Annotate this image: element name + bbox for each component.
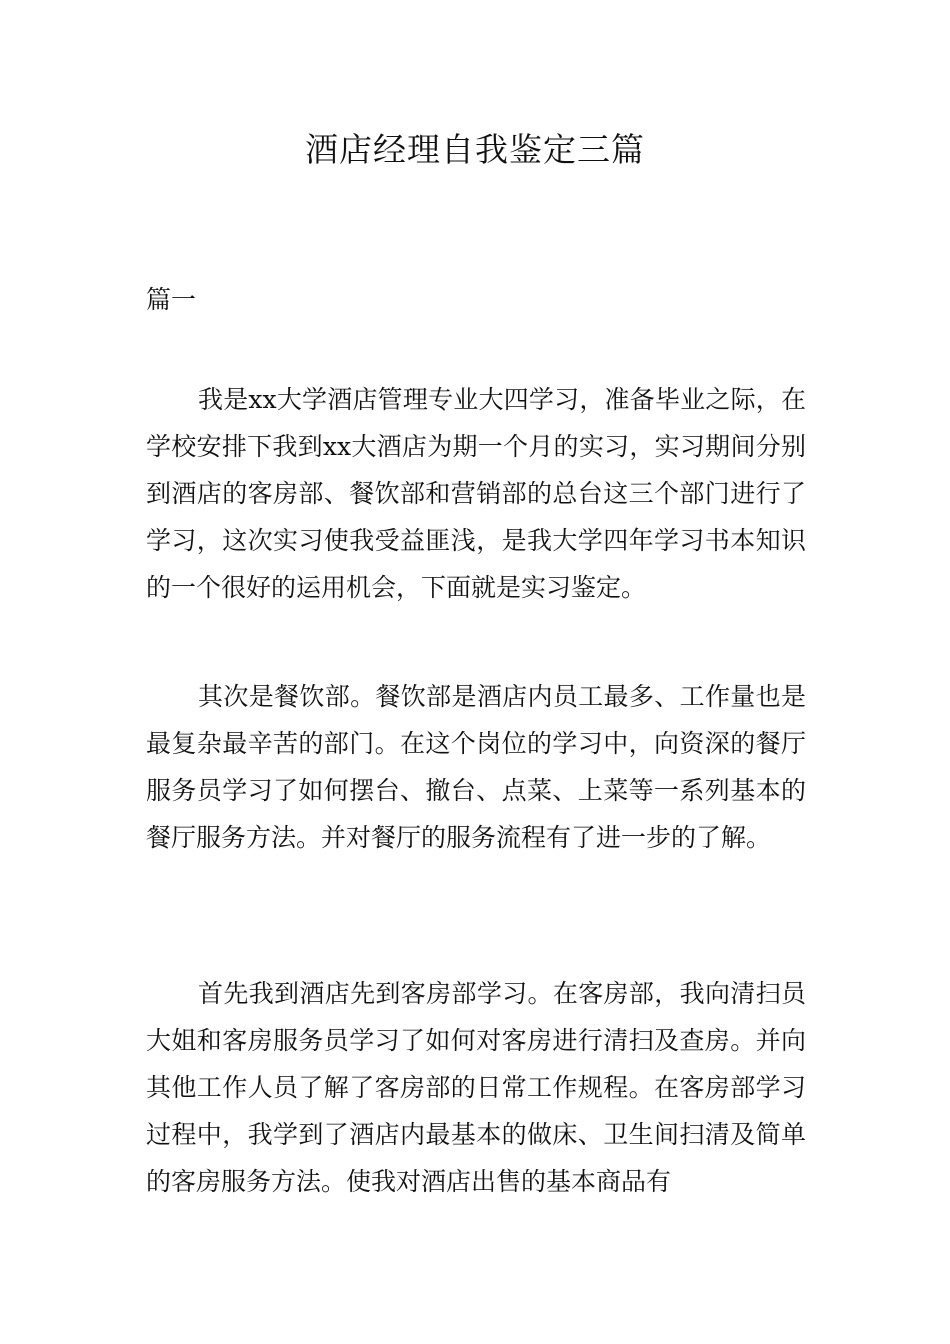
paragraph-3: 首先我到酒店先到客房部学习。在客房部，我向清扫员大姐和客房服务员学习了如何对客房进行清扫及查房。并向其他工作人员了解了客房部的日常工作规程。在客房部学习过程中，我学到了酒店内最基本的做床、卫生间扫清及简单的客房服务方法。使我对酒店出售的基本商品有	[146, 979, 806, 1196]
section-heading: 篇一	[146, 285, 197, 314]
paragraph-1: 我是xx大学酒店管理专业大四学习，准备毕业之际，在学校安排下我到xx大酒店为期一个月的实习，实习期间分别到酒店的客房部、餐饮部和营销部的总台这三个部门进行了学习，这次实习使我受益匪浅，是我大学四年学习书本知识的一个很好的运用机会，下面就是实习鉴定。	[146, 385, 806, 602]
document-title: 酒店经理自我鉴定三篇	[305, 130, 645, 169]
paragraph-2: 其次是餐饮部。餐饮部是酒店内员工最多、工作量也是最复杂最辛苦的部门。在这个岗位的学习中，向资深的餐厅服务员学习了如何摆台、撤台、点菜、上菜等一系列基本的餐厅服务方法。并对餐厅的服务流程有了进一步的了解。	[146, 682, 806, 852]
